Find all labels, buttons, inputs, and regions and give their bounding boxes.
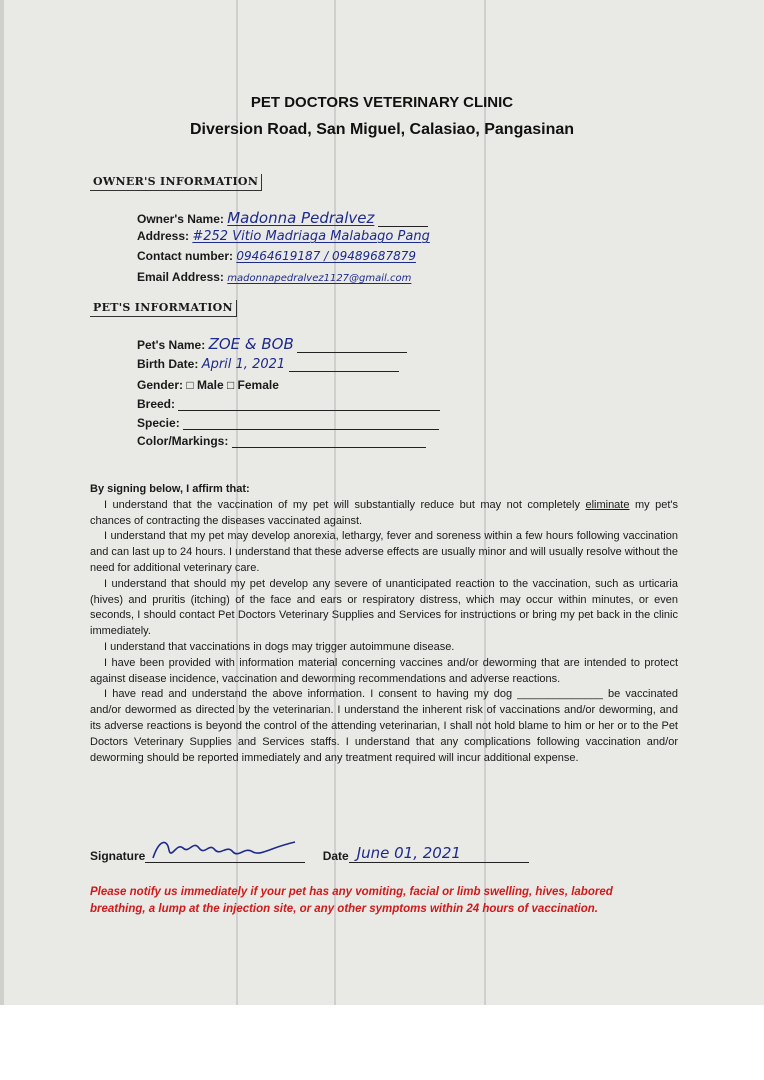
signature-field[interactable]: [145, 840, 305, 863]
signature-label: Signature: [90, 849, 146, 863]
consent-intro: By signing below, I affirm that:: [90, 483, 250, 495]
pet-name-value: ZOE & BOB: [208, 335, 294, 353]
owner-contact-value: 09464619187 / 09489687879: [236, 249, 416, 263]
pet-birth-row: Birth Date: April 1, 2021: [137, 357, 399, 372]
clinic-name: PET DOCTORS VETERINARY CLINIC: [250, 94, 514, 111]
pet-name-row: Pet's Name: ZOE & BOB: [137, 335, 407, 353]
consent-paragraph: I understand that should my pet develop any severe of unanticipated reaction to the vaccination, such as urticaria (hives) and pruritis (itching) of the face and ears or respiratory distress, which may occur within minutes, or even seconds, I should contact Pet Doctors Veterinary Supplies and Services for instructions or bring my pet back in the clinic immediately.: [90, 577, 678, 638]
pet-color-row: Color/Markings:: [137, 434, 426, 448]
pet-section-heading: PET'S INFORMATION: [90, 300, 237, 317]
pet-birth-value: April 1, 2021: [201, 357, 286, 372]
date-field[interactable]: [349, 844, 529, 863]
handwritten-signature: [149, 834, 299, 864]
clinic-address: Diversion Road, San Miguel, Calasiao, Pangasinan: [189, 121, 575, 138]
owner-contact-row: Contact number: 09464619187 / 09489687879: [137, 249, 416, 263]
consent-paragraph: I understand that the vaccination of my pet will substantially reduce but may not completely eliminate my pet's chances of contracting the diseases vaccinated against.: [90, 498, 678, 527]
specie-field[interactable]: [183, 417, 439, 430]
pet-breed-row: Breed:: [137, 397, 440, 411]
date-label: Date: [322, 849, 349, 863]
page-edge-shadow: [0, 0, 4, 1005]
owner-section-heading: OWNER'S INFORMATION: [90, 174, 262, 191]
owner-email-row: Email Address: madonnapedralvez1127@gmail.com: [137, 270, 412, 284]
consent-paragraph: I have been provided with information material concerning vaccines and/or deworming that are intended to protect against disease incidence, vaccination and deworming recommendations and adverse reactions.: [90, 656, 678, 685]
consent-text: [90, 482, 678, 766]
pet-gender-row: Gender: □ Male □ Female: [137, 378, 279, 392]
consent-paragraph: I understand that my pet may develop anorexia, lethargy, fever and soreness within a few hours following vaccination and can last up to 24 hours. I understand that these adverse effects are usually minor and will usually resolve without the need for additional veterinary care.: [90, 530, 678, 574]
dog-name-blank[interactable]: ______________: [517, 688, 603, 701]
consent-paragraph: I have read and understand the above information. I consent to having my dog ______________ be vaccinated and/or dewormed as directed by the veterinarian. I understand the inherent risk of vaccinations and/or deworming, and its adverse reactions is beyond the control of the attending veterinarian, I shall not hold blame to him or her or to the Pet Doctors Veterinary Supplies and Services staffs. I understand that any complications following vaccination and/or deworming should be reported immediately and any treatment required will incur additional expense.: [90, 688, 678, 764]
date-value: June 01, 2021: [356, 844, 461, 862]
owner-email-value: madonnapedralvez1127@gmail.com: [227, 273, 412, 284]
pet-specie-row: Specie:: [137, 416, 439, 430]
signature-row: [90, 840, 529, 863]
owner-address-row: Address: #252 Vitio Madriaga Malabago Pang: [137, 229, 430, 244]
consent-paragraph: I understand that vaccinations in dogs may trigger autoimmune disease.: [104, 640, 455, 653]
owner-name-row: Owner's Name: Madonna Pedralvez: [137, 209, 428, 227]
gender-checkboxes[interactable]: □ Male □ Female: [186, 378, 279, 392]
breed-field[interactable]: [178, 398, 440, 411]
owner-name-value: Madonna Pedralvez: [227, 209, 375, 227]
notice-text: Please notify us immediately if your pet has any vomiting, facial or limb swelling, hives, labored breathing, a lump at the injection site, or any other symptoms within 24 hours of vaccination.: [90, 886, 613, 915]
color-markings-field[interactable]: [232, 435, 426, 448]
owner-address-value: #252 Vitio Madriaga Malabago Pang: [192, 229, 430, 244]
